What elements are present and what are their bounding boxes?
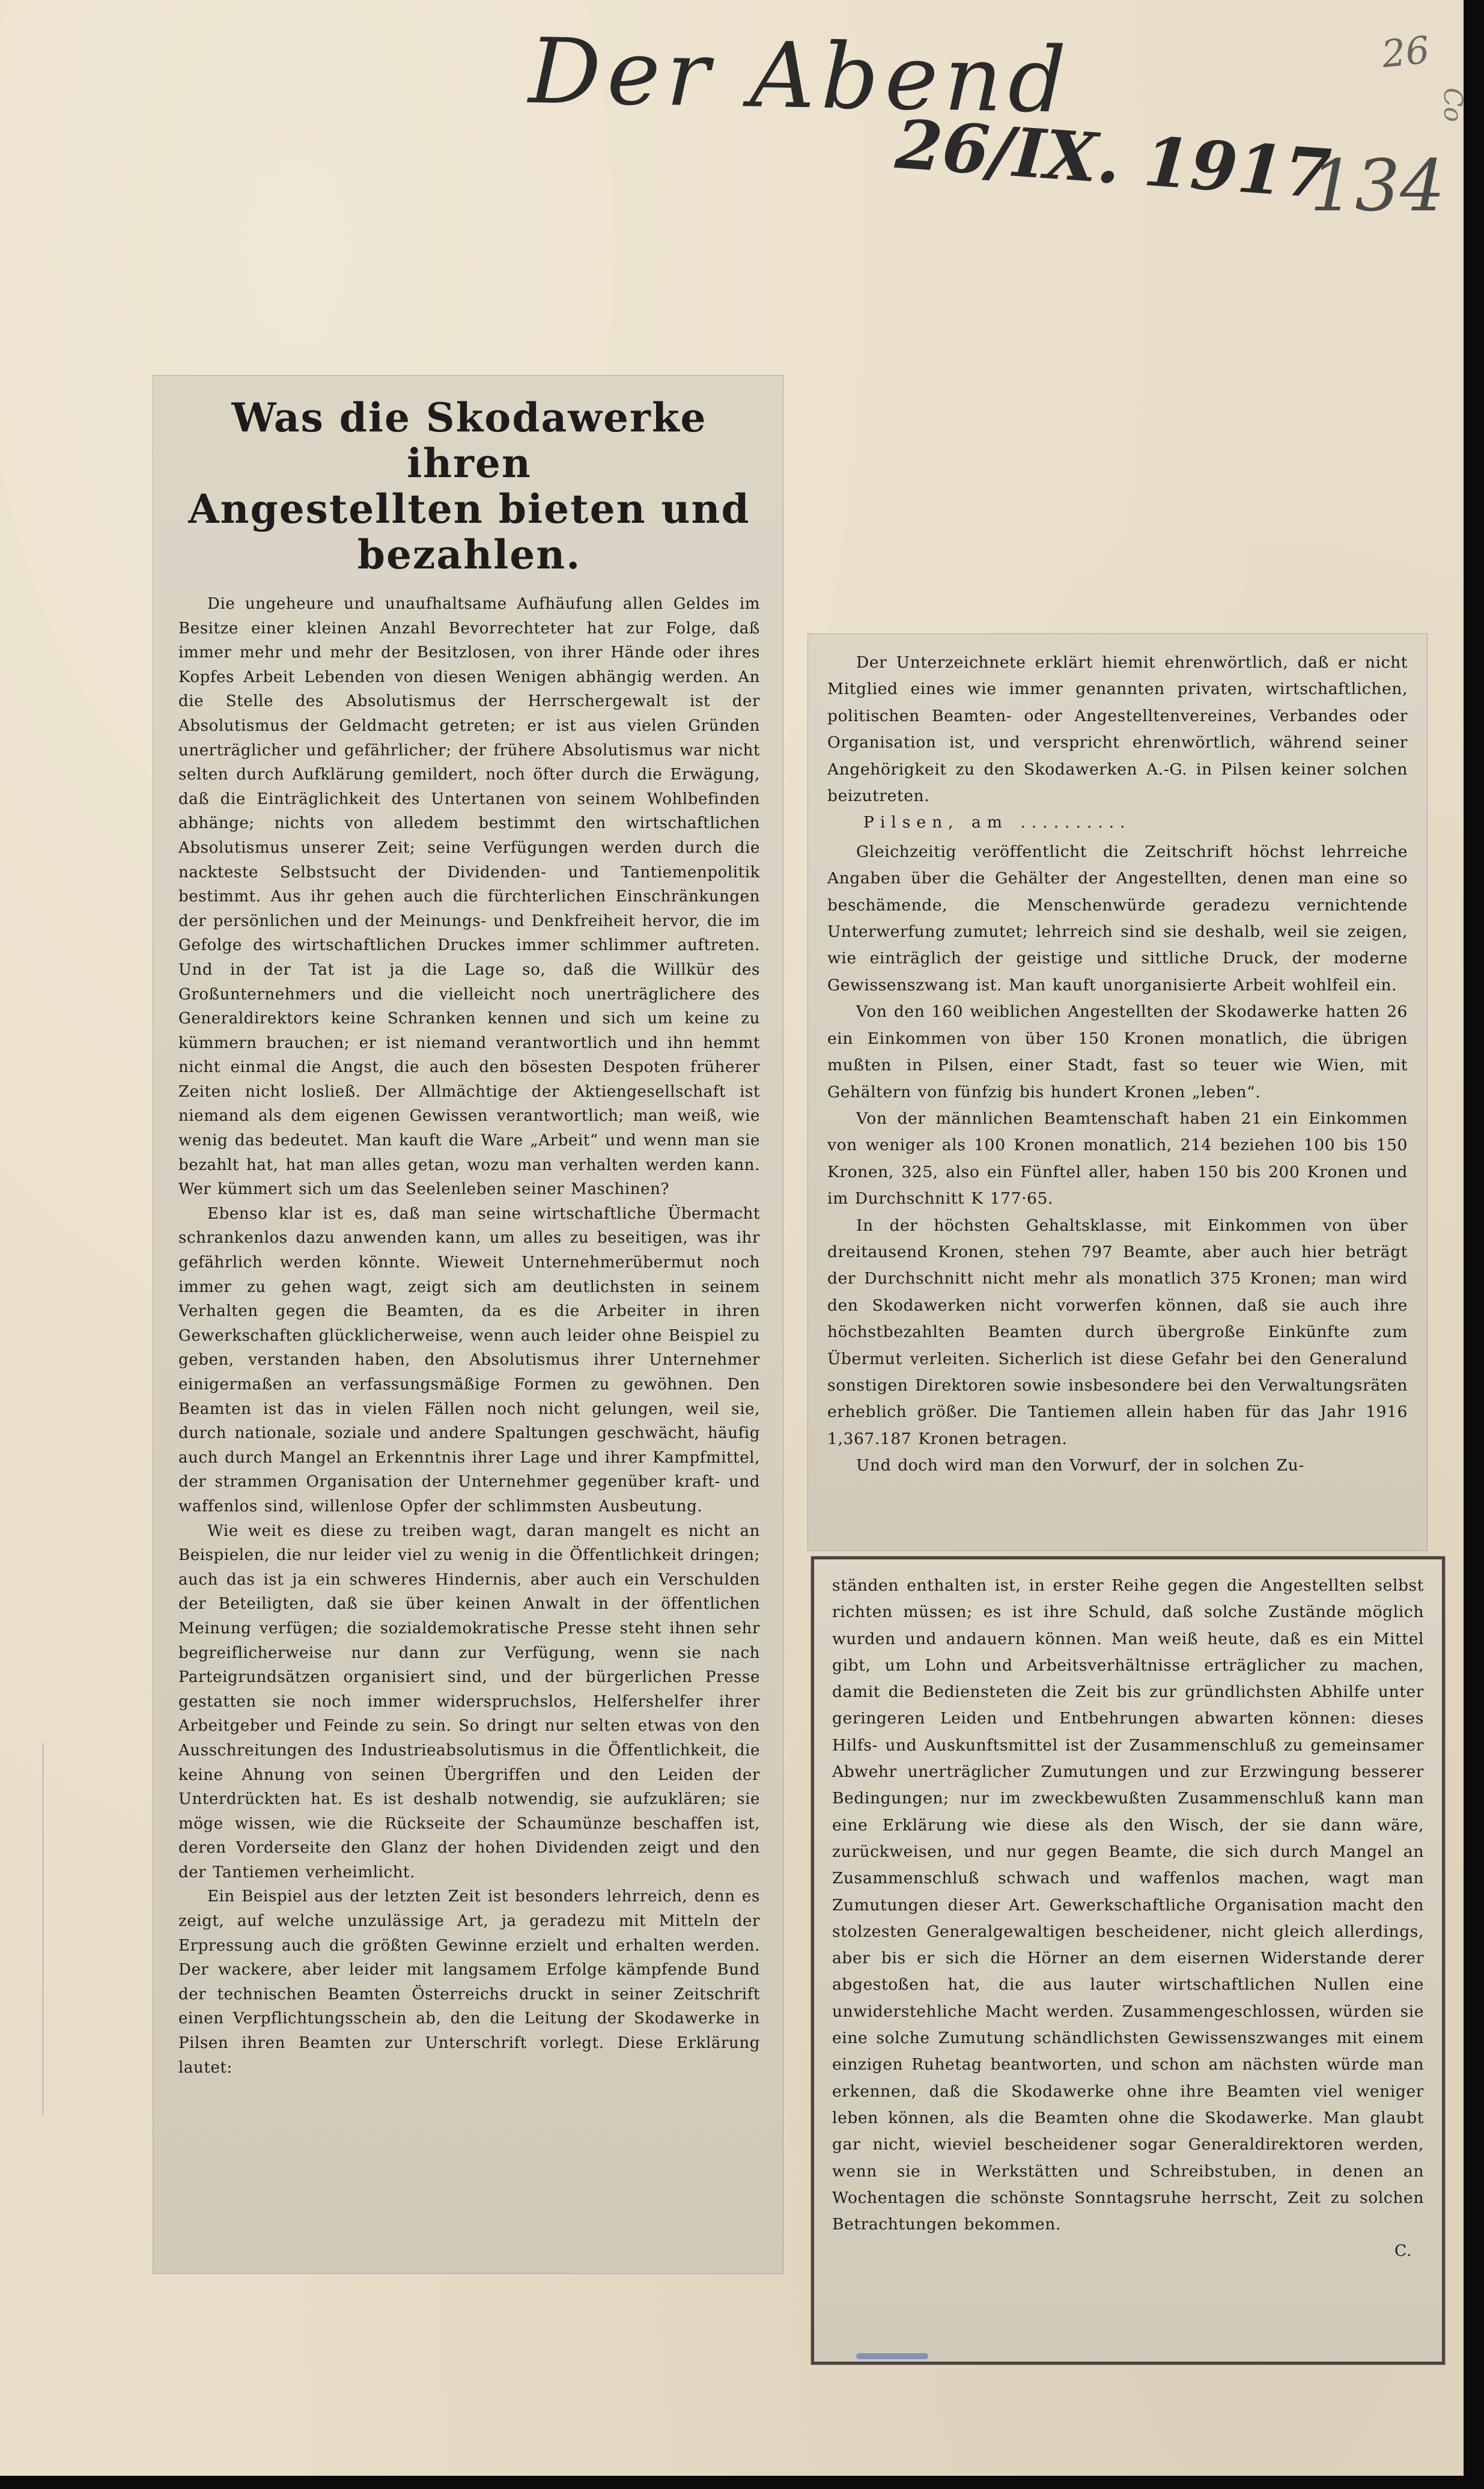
paragraph: Gleichzeitig veröffentlicht die Zeitschrift höchst lehrreiche Angaben über die Gehälter der Angestellten, denen man eine so beschämende, die Menschenwürde geradezu vernichtende Unterwerfung zumutet; lehrreich sind sie deshalb, weil sie zeigen, wie einträglich der geistige und sittliche Druck, der moderne Gewissenszwang ist. Man kauft unorganisierte Arbeit wohlfeil ein. xyxy=(827,842,1408,995)
handwritten-publication: Der Abend xyxy=(528,19,1073,133)
clipping-middle-column xyxy=(808,634,1427,1550)
declaration-place-line: Pilsen, am .......... xyxy=(863,813,1131,832)
paragraph: ständen enthalten ist, in erster Reihe gegen die Angestellten selbst richten müssen; es ist ihre Schuld, daß solche Zustände möglich wurden und andauern können. Man weiß heute, daß es ein Mittel gibt, um Lohn und Arbeitsverhältnisse erträglicher zu machen, damit die Bediensteten die Zeit bis zur gründlichsten Abhilfe unter geringeren Leiden und Entbehrungen abwarten können: dieses Hilfs- und Auskunftsmittel ist der Zusammenschluß zu gemeinsamer Abwehr unerträglicher Zumutungen und zur Erzwingung besserer Bedingungen; nur im zweckbewußten Zusammenschluß kann man eine Erklärung wie diese als den Wisch, der sie dann wäre, zurückweisen, und nur gegen Beamte, die sich durch Mangel an Zusammenschluß schwach und waffenlos machen, wagt man Zumutungen dieser Art. Gewerkschaftliche Organisation macht den stolzesten Generalgewaltigen bescheidener, nicht gleich allerdings, aber bis er sich die Hörner an dem eisernen Widerstande derer abgestoßen hat, die aus lauter wirtschaftlichen Nullen eine unwiderstehliche Macht werden. Zusammengeschlossen, würden sie eine solche Zumutung schändlichsten Gewissenszwanges mit einem einzigen Ruhetag beantworten, und schon am nächsten würde man erkennen, daß die Skodawerke ohne ihre Beamten viel weniger leben können, als die Beamten ohne die Skodawerke. Man glaubt gar nicht, wieviel bescheidener sogar Generaldirektoren werden, wenn sie in Werkstätten und Schreibstuben, in denen an Wochentagen die schönste Sonntagsruhe herrscht, Zeit zu solchen Betrachtungen bekommen. xyxy=(832,1576,1424,2234)
author-initial: C. xyxy=(1394,2241,1412,2261)
headline-line-2: Angestellten bieten und bezahlen. xyxy=(188,486,750,578)
declaration-text: Der Unterzeichnete erklärt hiemit ehrenwörtlich, daß er nicht Mitglied eines wie immer genannten privaten, wirtschaftlichen, politischen Beamten- oder Angestelltenvereines, Verbandes oder Organisation ist, und verspricht ehrenwörtlich, während seiner Angehörigkeit zu den Skodawerken A.-G. in Pilsen keiner solchen beizutreten. xyxy=(827,653,1408,806)
paragraph: In der höchsten Gehaltsklasse, mit Einkommen von über dreitausend Kronen, stehen 797 Beamte, aber auch hier beträgt der Durchschnitt nicht mehr als monatlich 375 Kronen; man wird den Skodawerken nicht vorwerfen können, daß sie auch ihre höchstbezahlten Beamten durch übergroße Einkünfte zum Übermut verleiten. Sicherlich ist diese Gefahr bei den Generalund sonstigen Direktoren sowie insbesondere bei den Verwaltungsräten erheblich größer. Die Tantiemen allein haben für das Jahr 1916 1,367.187 Kronen betragen. xyxy=(827,1216,1408,1448)
paragraph: Wie weit es diese zu treiben wagt, daran mangelt es nicht an Beispielen, die nur leider viel zu wenig in die Öffentlichkeit dringen; auch das ist ja ein schweres Hindernis, aber auch ein Verschulden der Beteiligten, daß sie über keinen Anwalt in der öffentlichen Meinung verfügen; die sozialdemokratische Presse steht ihnen sehr begreiflicherweise nur dann zur Verfügung, wenn sie nach Parteigrundsätzen organisiert sind, und der bürgerlichen Presse gestatten sie noch immer widerspruchslos, Helfershelfer ihrer Arbeitgeber und Feinde zu sein. So dringt nur selten etwas von den Ausschreitungen des Industrieabsolutismus in die Öffentlichkeit, die keine Ahnung von seinen Übergriffen und den Leiden der Unterdrückten hat. Es ist deshalb notwendig, sie aufzuklären; sie möge wissen, wie die Rückseite der Schaumünze beschaffen ist, deren Vorderseite den Glanz der hohen Dividenden zeigt und den der Tantiemen verheimlicht. xyxy=(178,1522,760,1881)
handwritten-date: 26/IX. 1917 xyxy=(893,105,1334,215)
paragraph: Die ungeheure und unaufhaltsame Aufhäufung allen Geldes im Besitze einer kleinen Anzahl Bevorrechteter hat zur Folge, daß immer mehr und mehr der Besitzlosen, von ihrer Hände oder ihres Kopfes Arbeit Lebenden von diesen Wenigen abhängig werden. An die Stelle des Absolutismus der Herrschergewalt ist der Absolutismus der Geldmacht getreten; er ist aus vielen Gründen unerträglicher und gefährlicher; der frühere Absolutismus war nicht selten durch Aufklärung gemildert, noch öfter durch die Erwägung, daß die Einträglichkeit des Untertanen von seinem Wohlbefinden abhänge; nichts von alledem bestimmt den wirtschaftlichen Absolutismus unserer Zeit; seine Verfügungen werden durch die nackteste Selbstsucht der Dividenden- und Tantiemenpolitik bestimmt. Aus ihr gehen auch die fürchterlichen Einschränkungen der persönlichen und der Meinungs- und Denkfreiheit hervor, die im Gefolge des wirtschaftlichen Druckes immer schlimmer auftreten. Und in der Tat ist ja die Lage so, daß die Willkür des Großunternehmers und die vielleicht noch unerträglichere des Generaldirektors keine Schranken kennen und sich um keine zu kümmern brauchen; er ist niemand verantwortlich und ihn hemmt nicht einmal die Angst, die auch den bösesten Despoten früherer Zeiten nicht losließ. Der Allmächtige der Aktiengesellschaft ist niemand als dem eigenen Gewissen verantwortlich; man weiß, wie wenig das bedeutet. Man kauft die Ware „Arbeit“ und wenn man sie bezahlt hat, hat man alles getan, wozu man verhalten werden kann. Wer kümmert sich um das Seelenleben seiner Maschinen? xyxy=(178,595,760,1199)
paragraph: Von der männlichen Beamtenschaft haben 21 ein Einkommen von weniger als 100 Kronen monatlich, 214 beziehen 100 bis 150 Kronen, 325, also ein Fünftel aller, haben 150 bis 200 Kronen und im Durchschnitt K 177·65. xyxy=(827,1109,1408,1208)
paragraph: Ebenso klar ist es, daß man seine wirtschaftliche Übermacht schrankenlos dazu anwenden kann, um alles zu beseitigen, was ihr gefährlich werden könnte. Wieweit Unternehmerübermut noch immer zu gehen wagt, zeigt sich am deutlichsten in seinem Verhalten gegen die Beamten, da es die Arbeiter in ihren Gewerkschaften glücklicherweise, wenn auch leider ohne Beispiel zu geben, verstanden haben, den Absolutismus ihrer Unternehmer einigermaßen an verfassungsmäßige Formen zu gewöhnen. Den Beamten ist das in vielen Fällen noch nicht gelungen, weil sie, durch nationale, soziale und andere Spaltungen geschwächt, häufig auch durch Mangel an Erkenntnis ihrer Lage und ihrer Kampfmittel, der strammen Organisation der Unternehmer gegenüber kraft- und waffenlos sind, willenlose Opfer der schlimmsten Ausbeutung. xyxy=(178,1204,760,1516)
clipping-left-column xyxy=(153,376,783,2273)
handwritten-corner-number: 26 xyxy=(1379,28,1432,76)
clipping-right-continuation xyxy=(811,1556,1445,2365)
blue-pencil-mark xyxy=(856,2353,928,2359)
pencil-line xyxy=(42,1743,44,2115)
paragraph: Von den 160 weiblichen Angestellten der Skodawerke hatten 26 ein Einkommen von über 150 Kronen monatlich, die übrigen mußten in Pilsen, einer Stadt, fast so teuer wie Wien, mit Gehältern von fünfzig bis hundert Kronen „leben“. xyxy=(827,1002,1408,1101)
scan-border-right xyxy=(1464,0,1484,2489)
handwritten-archive-number: 134 xyxy=(1310,144,1446,227)
article-headline xyxy=(178,395,760,577)
paragraph: Ein Beispiel aus der letzten Zeit ist besonders lehrreich, denn es zeigt, auf welche unzulässige Art, ja geradezu mit Mitteln der Erpressung auch die größten Gewinne erzielt und erhalten werden. Der wackere, aber leider mit langsamem Erfolge kämpfende Bund der technischen Beamten Österreichs druckt in seiner Zeitschrift einen Verpflichtungsschein ab, den die Leitung der Skodawerke in Pilsen ihren Beamten zur Unterschrift vorlegt. Diese Erklärung lautet: xyxy=(178,1887,760,2077)
handwritten-corner-mark: Co xyxy=(1438,87,1468,123)
paragraph: Und doch wird man den Vorwurf, der in solchen Zu- xyxy=(856,1456,1304,1475)
headline-line-1: Was die Skodawerke ihren xyxy=(231,394,707,487)
scan-border-bottom xyxy=(0,2476,1484,2489)
